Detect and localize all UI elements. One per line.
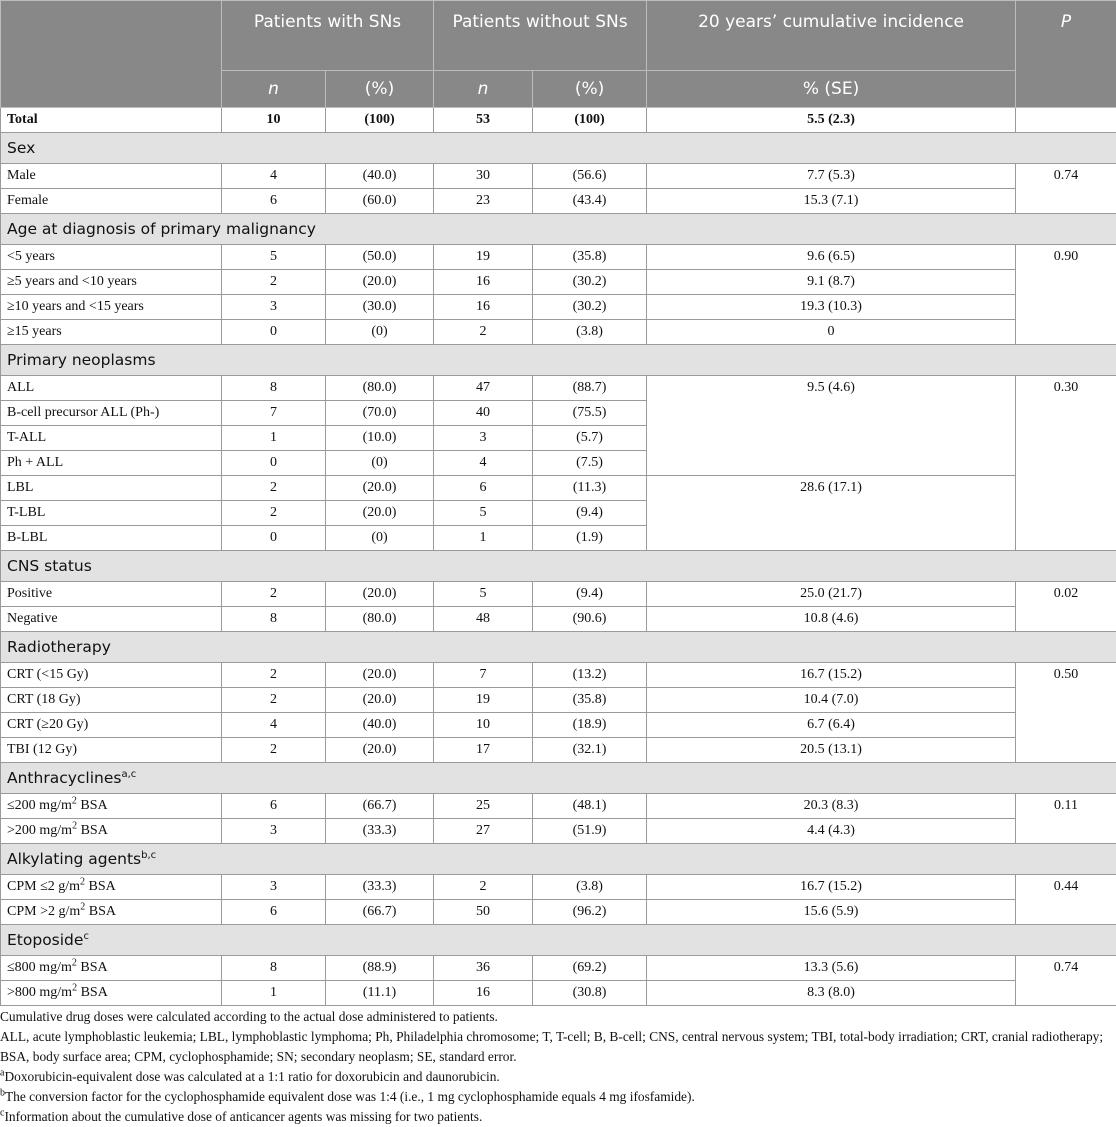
table-row [1,875,1116,900]
cell-incidence: 10.4 (7.0) [647,688,1016,713]
section-title: Radiotherapy [1,632,1116,663]
cell-incidence: 16.7 (15.2) [647,663,1016,688]
cell-p: 0.74 [1016,164,1116,214]
cell-p1: (0) [326,451,434,476]
cell-n2: 2 [434,875,533,900]
cell-p2: (11.3) [533,476,647,501]
cell-n2: 50 [434,900,533,925]
subheader-n2: n [434,71,533,108]
cell-p2: (3.8) [533,320,647,345]
cell-n2: 30 [434,164,533,189]
section-title [1,763,1116,794]
table-row [1,794,1116,819]
cell-n1: 4 [222,713,326,738]
table-row [1,376,1116,401]
row-label: Female [1,189,222,214]
cell-n2: 5 [434,501,533,526]
cell-n2: 16 [434,981,533,1006]
table-row [1,189,1116,214]
cell-p1: (66.7) [326,794,434,819]
row-label: Negative [1,607,222,632]
row-label: >800 $mg/m^2$ BSA [1,981,222,1006]
cell-n2: 19 [434,688,533,713]
section-title [1,925,1116,956]
cell-incidence: 13.3 (5.6) [647,956,1016,981]
cell-n2: 36 [434,956,533,981]
cell-p2: (96.2) [533,900,647,925]
cell-p1: (20.0) [326,270,434,295]
section-title: Sex [1,133,1116,164]
cell-p2: (100) [533,108,647,133]
cell-n1: 3 [222,875,326,900]
cell-p1: (33.3) [326,875,434,900]
cell-p1: (20.0) [326,582,434,607]
table-row [1,956,1116,981]
cell-p1: (100) [326,108,434,133]
subheader-n1: n [222,71,326,108]
cell-incidence: 20.3 (8.3) [647,794,1016,819]
row-label: Ph + ALL [1,451,222,476]
row-label: CRT (18 Gy) [1,688,222,713]
footnote-b: $^b$The conversion factor for the cyclophosphamide equivalent dose was 1:4 (i.e., 1 mg cyclophosphamide equals 4 mg ifosfamide). [0,1087,695,1104]
subheader-pct1: (%) [326,71,434,108]
cell-n2: 5 [434,582,533,607]
cell-n1: 4 [222,164,326,189]
cell-p2: (90.6) [533,607,647,632]
table-row [1,320,1116,345]
footnote-ref: b,c [141,849,157,861]
cell-p2: (7.5) [533,451,647,476]
cell-n1: 0 [222,320,326,345]
table-row [1,819,1116,844]
cell-incidence: 25.0 (21.7) [647,582,1016,607]
cell-p2: (30.2) [533,295,647,320]
table-row [1,713,1116,738]
section-cns-status [1,551,1116,582]
row-label: B-cell precursor ALL (Ph-) [1,401,222,426]
section-title-text: Etoposide [7,931,84,949]
cell-n2: 6 [434,476,533,501]
cell-n2: 48 [434,607,533,632]
cell-incidence: 6.7 (6.4) [647,713,1016,738]
cell-incidence: 16.7 (15.2) [647,875,1016,900]
table-row [1,663,1116,688]
section-title: Primary neoplasms [1,345,1116,376]
cell-p2: (56.6) [533,164,647,189]
cell-p1: (0) [326,320,434,345]
cell-n2: 10 [434,713,533,738]
cell-n1: 2 [222,688,326,713]
cell-n2: 40 [434,401,533,426]
table-row [1,738,1116,763]
section-sex [1,133,1116,164]
cell-p [1016,108,1116,133]
header-incidence: 20 years’ cumulative incidence [647,1,1016,71]
table-header [1,1,1116,108]
cell-n1: 3 [222,295,326,320]
cell-incidence: 10.8 (4.6) [647,607,1016,632]
footnote-ref: a,c [121,768,137,780]
row-label: TBI (12 Gy) [1,738,222,763]
cell-p2: (30.2) [533,270,647,295]
cell-p1: (20.0) [326,501,434,526]
section-title: CNS status [1,551,1116,582]
cell-p: 0.11 [1016,794,1116,844]
cell-p1: (33.3) [326,819,434,844]
cell-p1: (40.0) [326,713,434,738]
cell-n2: 16 [434,270,533,295]
cell-p2: (9.4) [533,501,647,526]
cell-n2: 27 [434,819,533,844]
row-label: Total [1,108,222,133]
section-anthracyclines [1,763,1116,794]
row-label: <5 years [1,245,222,270]
cell-p2: (3.8) [533,875,647,900]
row-label: ≤200 $mg/m^2$ BSA [1,794,222,819]
row-label: CPM >2 $g/m^2$ BSA [1,900,222,925]
cell-n1: 6 [222,900,326,925]
section-title [1,844,1116,875]
cell-p1: (60.0) [326,189,434,214]
cell-n1: 3 [222,819,326,844]
cell-n1: 0 [222,451,326,476]
row-label: ALL [1,376,222,401]
subheader-se: % (SE) [647,71,1016,108]
footnote-abbreviations: ALL, acute lymphoblastic leukemia; LBL, lymphoblastic lymphoma; Ph, Philadelphia chromosome; T, T-cell; B, B-cell; CNS, central nervous system; TBI, total-body irradiation; CRT, cranial radiotherapy; BSA, body surface area; CPM, cyclophosphamide; SN; secondary neoplasm; SE, standard error. [0,1029,1104,1064]
row-label: LBL [1,476,222,501]
cell-n1: 1 [222,426,326,451]
row-label: Male [1,164,222,189]
cell-p2: (88.7) [533,376,647,401]
cell-incidence: 8.3 (8.0) [647,981,1016,1006]
cell-p1: (70.0) [326,401,434,426]
cell-n2: 16 [434,295,533,320]
subheader-pct2: (%) [533,71,647,108]
cell-incidence: 9.1 (8.7) [647,270,1016,295]
table-row [1,295,1116,320]
cell-incidence: 9.5 (4.6) [647,376,1016,476]
header-blank [1,1,222,108]
cell-p2: (30.8) [533,981,647,1006]
cell-incidence: 15.3 (7.1) [647,189,1016,214]
footnote-ref: c [83,930,89,942]
row-label: >200 $mg/m^2$ BSA [1,819,222,844]
cell-p1: (80.0) [326,607,434,632]
section-title: Age at diagnosis of primary malignancy [1,214,1116,245]
header-without-sns: Patients without SNs [434,1,647,71]
cell-n1: 2 [222,270,326,295]
section-title-text: Anthracyclines [7,769,122,787]
cell-n1: 2 [222,663,326,688]
cell-p2: (13.2) [533,663,647,688]
row-label: ≥5 years and <10 years [1,270,222,295]
cell-n1: 6 [222,794,326,819]
row-label: Positive [1,582,222,607]
table-row [1,607,1116,632]
cell-n2: 19 [434,245,533,270]
footnote-c: $^c$Information about the cumulative dose of anticancer agents was missing for two patients. [0,1107,483,1124]
cell-p2: (35.8) [533,688,647,713]
cell-n2: 47 [434,376,533,401]
cell-incidence: 0 [647,320,1016,345]
row-label: ≥10 years and <15 years [1,295,222,320]
row-label: ≥15 years [1,320,222,345]
row-label: CRT (<15 Gy) [1,663,222,688]
cell-p2: (35.8) [533,245,647,270]
cell-p2: (18.9) [533,713,647,738]
cell-n1: 7 [222,401,326,426]
cell-p1: (50.0) [326,245,434,270]
cell-p2: (9.4) [533,582,647,607]
cell-n2: 2 [434,320,533,345]
table-row [1,981,1116,1006]
cell-n1: 1 [222,981,326,1006]
cell-n1: 2 [222,738,326,763]
cell-p: 0.90 [1016,245,1116,345]
cell-n1: 10 [222,108,326,133]
cell-p1: (20.0) [326,476,434,501]
cell-p: 0.44 [1016,875,1116,925]
header-with-sns: Patients with SNs [222,1,434,71]
table-footnotes [0,1007,1116,1127]
table-row [1,900,1116,925]
footnote-a: $^a$Doxorubicin-equivalent dose was calculated at a 1:1 ratio for doxorubicin and daunorubicin. [0,1067,500,1084]
footnote-text: Cumulative drug doses were calculated according to the actual dose administered to patients. [0,1009,498,1024]
cell-n1: 2 [222,582,326,607]
cell-incidence: 7.7 (5.3) [647,164,1016,189]
cell-n1: 8 [222,607,326,632]
cell-p2: (32.1) [533,738,647,763]
table-row [1,270,1116,295]
header-p: P [1016,1,1116,108]
cell-n1: 6 [222,189,326,214]
cell-incidence: 9.6 (6.5) [647,245,1016,270]
cell-p: 0.02 [1016,582,1116,632]
cell-p2: (69.2) [533,956,647,981]
cell-incidence: 28.6 (17.1) [647,476,1016,551]
table-row [1,245,1116,270]
table-row [1,476,1116,501]
cell-incidence: 5.5 (2.3) [647,108,1016,133]
cell-n2: 3 [434,426,533,451]
cell-p2: (51.9) [533,819,647,844]
cell-p2: (5.7) [533,426,647,451]
cell-n2: 4 [434,451,533,476]
cell-incidence: 4.4 (4.3) [647,819,1016,844]
row-label: CRT (≥20 Gy) [1,713,222,738]
cell-n2: 7 [434,663,533,688]
cell-p1: (40.0) [326,164,434,189]
cell-p1: (80.0) [326,376,434,401]
row-label: T-ALL [1,426,222,451]
cell-n2: 17 [434,738,533,763]
cell-p1: (11.1) [326,981,434,1006]
row-label: T-LBL [1,501,222,526]
cell-p1: (0) [326,526,434,551]
cell-n1: 8 [222,376,326,401]
table-row [1,582,1116,607]
table-row-total [1,108,1116,133]
cell-p1: (88.9) [326,956,434,981]
section-age [1,214,1116,245]
cell-n2: 53 [434,108,533,133]
cell-p2: (43.4) [533,189,647,214]
cell-p2: (1.9) [533,526,647,551]
cell-p2: (48.1) [533,794,647,819]
section-title-text: Alkylating agents [7,850,142,868]
cell-n1: 0 [222,526,326,551]
cell-n1: 5 [222,245,326,270]
row-label: B-LBL [1,526,222,551]
cell-p1: (66.7) [326,900,434,925]
section-radiotherapy [1,632,1116,663]
row-label: CPM ≤2 $g/m^2$ BSA [1,875,222,900]
cell-n2: 1 [434,526,533,551]
row-label: ≤800 $mg/m^2$ BSA [1,956,222,981]
cell-p1: (30.0) [326,295,434,320]
cell-p1: (20.0) [326,738,434,763]
cell-p1: (20.0) [326,663,434,688]
cell-p2: (75.5) [533,401,647,426]
table-row [1,164,1116,189]
cell-p: 0.30 [1016,376,1116,551]
cell-n1: 2 [222,501,326,526]
cell-n2: 25 [434,794,533,819]
section-primary-neoplasms [1,345,1116,376]
cell-n1: 2 [222,476,326,501]
cell-incidence: 15.6 (5.9) [647,900,1016,925]
cell-p: 0.50 [1016,663,1116,763]
cell-n2: 23 [434,189,533,214]
section-etoposide [1,925,1116,956]
cell-p1: (10.0) [326,426,434,451]
cell-n1: 8 [222,956,326,981]
table-row [1,688,1116,713]
section-alkylating-agents [1,844,1116,875]
cell-incidence: 20.5 (13.1) [647,738,1016,763]
cell-p1: (20.0) [326,688,434,713]
cell-p: 0.74 [1016,956,1116,1006]
cell-incidence: 19.3 (10.3) [647,295,1016,320]
